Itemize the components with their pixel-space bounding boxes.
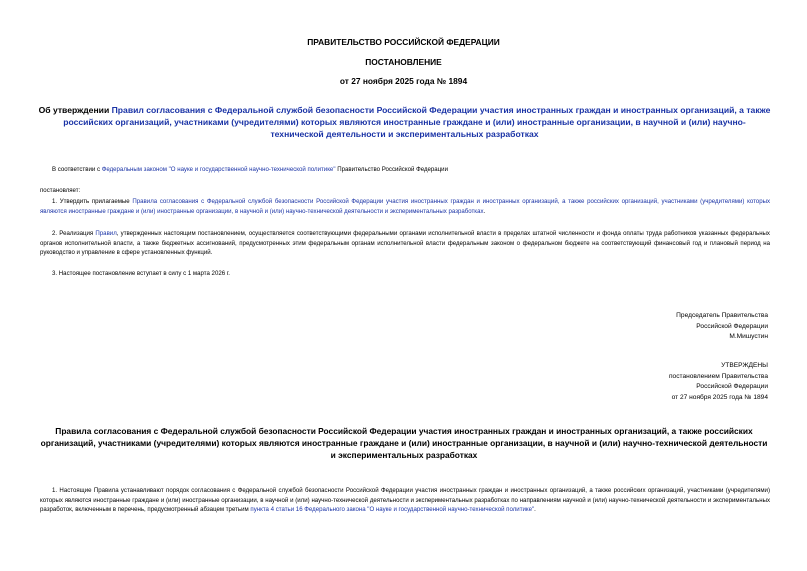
- item-1-after: .: [483, 207, 486, 215]
- rules-item-1: [40, 486, 770, 515]
- signature-line-2: Российской Федерации: [696, 322, 768, 330]
- rules-item-1-text: 1. Настоящие Правила устанавливают порядок согласования с Федеральной службой безопасности Российской Федерации участия иностранных граждан и иностранных организаций, а также российских организаций, участниками (учредителями) которых являются иностранные граждане и (или) иностранные организации, в научной и (или) научно-технической деятельности и экспериментальных разработках по направлениям научной и (или) научно-технической деятельности и экспериментальных разработок, включенным в перечень, предусмотренный абзацем третьим: [40, 487, 770, 514]
- approved-rules-link[interactable]: Правила согласования с Федеральной службой безопасности Российской Федерации участия иностранных граждан и иностранных организаций, а также российских организаций, участниками (учредителями) которых являются иностранные граждане и (или) иностранные организации, в научной и (или) научно-технической деятельности и экспериментальных разработках: [40, 198, 771, 215]
- decree-word: постановляет:: [40, 187, 81, 194]
- government-heading: ПРАВИТЕЛЬСТВО РОССИЙСКОЙ ФЕДЕРАЦИИ: [307, 37, 500, 47]
- approval-line-2: постановлением Правительства: [668, 372, 768, 380]
- title-prefix: Об утверждении: [38, 105, 112, 115]
- preamble: [52, 165, 772, 175]
- item-1: [40, 197, 770, 216]
- approval-line-4: от 27 ноября 2025 года № 1894: [671, 393, 768, 401]
- approval-line-3: Российской Федерации: [696, 383, 768, 391]
- signature-block: [676, 311, 768, 343]
- item-3: 3. Настоящее постановление вступает в силу с 1 марта 2026 г.: [52, 270, 230, 277]
- rules-title: Правила согласования с Федеральной службой безопасности Российской Федерации участия иностранных граждан и иностранных организаций, а также российских организаций, участниками (учредителями) которых являются иностранные граждане и (или) иностранные организации, в научной и (или) научно-технической деятельности и экспериментальных разработках: [40, 426, 768, 460]
- document-title: [38, 104, 771, 140]
- approval-line-1: УТВЕРЖДЕНЫ: [721, 362, 768, 369]
- item-1-before: 1. Утвердить прилагаемые: [52, 198, 133, 205]
- preamble-before: В соответствии с: [52, 166, 102, 173]
- federal-law-link[interactable]: Федеральным законом "О науке и государственной научно-технической политике": [101, 166, 336, 173]
- preamble-after: Правительство Российской Федерации: [335, 166, 448, 173]
- signature-line-1: Председатель Правительства: [676, 312, 768, 319]
- item-2-before: 2. Реализация: [52, 230, 96, 237]
- rules-short-link[interactable]: Правил: [95, 230, 117, 237]
- rules-title-link[interactable]: Правил согласования с Федеральной службой безопасности Российской Федерации участия иностранных граждан и иностранных организаций, а также российских организаций, участниками (учредителями) которых являются иностранные граждане и (или) иностранные организации, в научной и (или) научно-технической деятельности и экспериментальных разработках: [63, 105, 771, 139]
- date-number: от 27 ноября 2025 года № 1894: [339, 76, 468, 86]
- approval-stamp: [669, 361, 768, 403]
- item-2: [40, 229, 770, 258]
- article-16-link[interactable]: пункта 4 статьи 16 Федерального закона "О науке и государственной научно-технической политике": [250, 506, 535, 514]
- signature-line-3: М.Мишустин: [729, 333, 768, 341]
- item-2-after: , утвержденных настоящим постановлением, осуществляется соответствующими федеральными органами исполнительной власти в пределах штатной численности и фонда оплаты труда работников указанных федеральных органов исполнительной власти, а также бюджетных ассигнований, предусмотренных этим федеральным органам исполнительной власти федеральным законом о федеральном бюджете на соответствующий финансовый год и плановый период на руководство и управление в сфере установленных функций.: [40, 230, 770, 257]
- document-type: ПОСТАНОВЛЕНИЕ: [365, 57, 442, 67]
- rules-item-1-after: .: [534, 506, 536, 514]
